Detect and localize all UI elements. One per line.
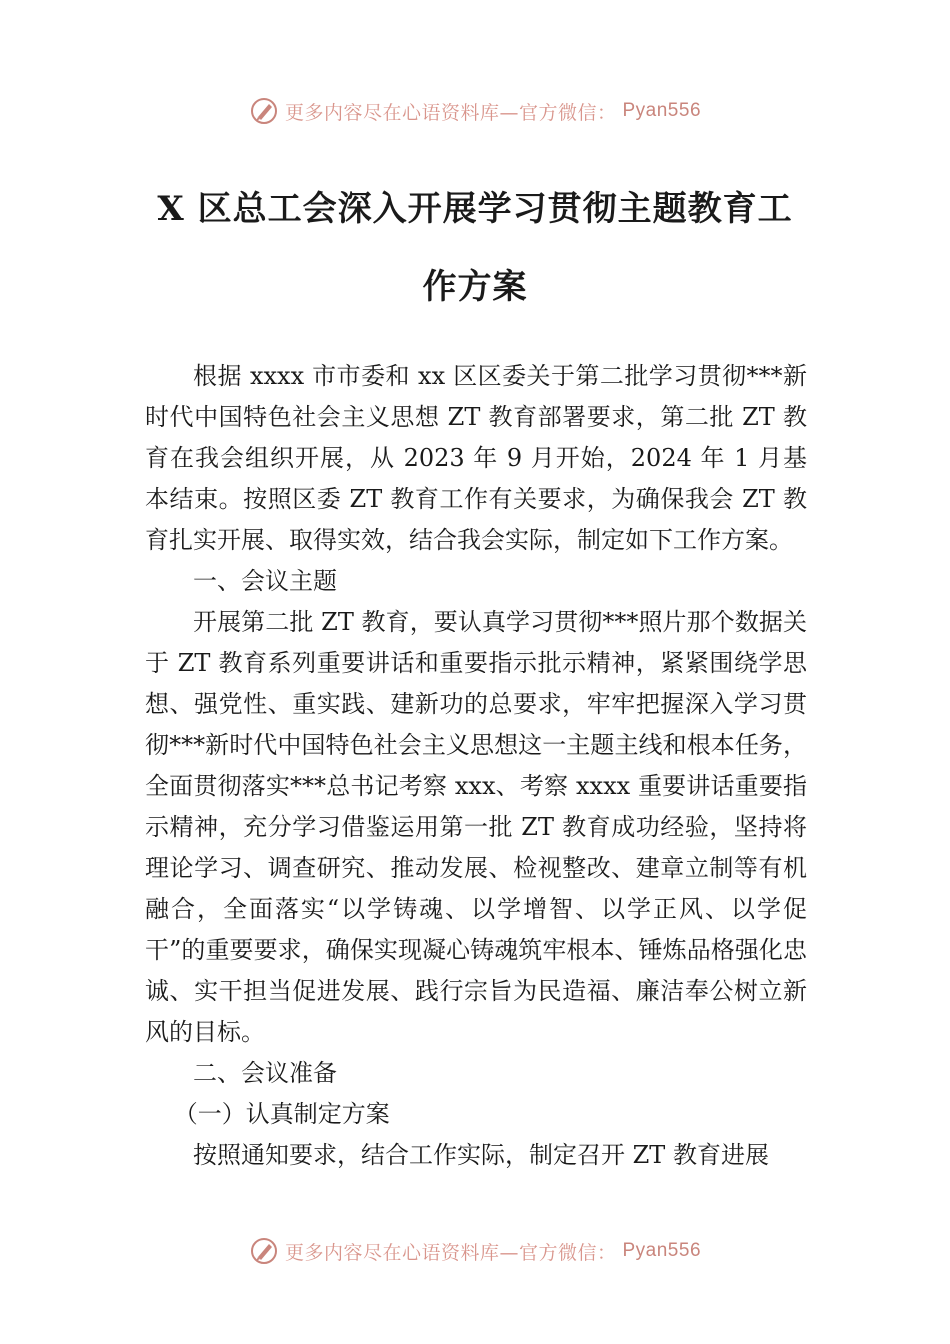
- subsection-heading-1: （一）认真制定方案: [173, 1100, 390, 1128]
- paragraph-theme: 开展第二批 ZT 教育，要认真学习贯彻***照片那个数据关于 ZT 教育系列重要讲话和重要指示批示精神，紧紧围绕学思想、强党性、重实践、建新功的总要求，牢牢把握深入学习贯彻***新时代中国特色社会主义思想这一主题主线和根本任务，全面贯彻落实***总书记考察 xxx、考察 xxxx 重要讲话重要指示精神，充分学习借鉴运用第一批 ZT 教育成功经验，坚持将理论学习、调查研究、推动发展、检视整改、建章立制等有机融合，全面落实“以学铸魂、以学增智、以学正风、以学促干”的重要要求，确保实现凝心铸魂筑牢根本、锤炼品格强化忠诚、实干担当促进发展、践行宗旨为民造福、廉洁奉公树立新风的目标。: [145, 608, 807, 1046]
- paragraph-plan: 按照通知要求，结合工作实际，制定召开 ZT 教育进展: [193, 1141, 769, 1169]
- title-line-2: 作方案: [422, 267, 528, 307]
- pen-logo-icon: [249, 96, 279, 126]
- watermark-wechat-id: Pyan556: [622, 1240, 702, 1261]
- watermark-text: 更多内容尽在心语资料库—官方微信：: [284, 101, 617, 124]
- pen-logo-icon: [249, 1236, 279, 1266]
- paragraph-intro: 根据 xxxx 市市委和 xx 区区委关于第二批学习贯彻***新时代中国特色社会主义思想 ZT 教育部署要求，第二批 ZT 教育在我会组织开展，从 2023 年 9 月开始，2024 年 1 月基本结束。按照区委 ZT 教育工作有关要求，为确保我会 ZT 教育扎实开展、取得实效，结合我会实际，制定如下工作方案。: [145, 362, 807, 554]
- watermark-text: 更多内容尽在心语资料库—官方微信：: [284, 1241, 617, 1264]
- title-line-1: X 区总工会深入开展学习贯彻主题教育工: [157, 189, 793, 229]
- watermark-footer: [0, 1236, 950, 1266]
- section-heading-2: 二、会议准备: [193, 1059, 337, 1087]
- section-heading-1: 一、会议主题: [193, 567, 337, 595]
- watermark-header: [0, 96, 950, 126]
- document-title: [145, 170, 805, 326]
- watermark-wechat-id: Pyan556: [622, 100, 702, 121]
- document-body: [145, 356, 807, 1176]
